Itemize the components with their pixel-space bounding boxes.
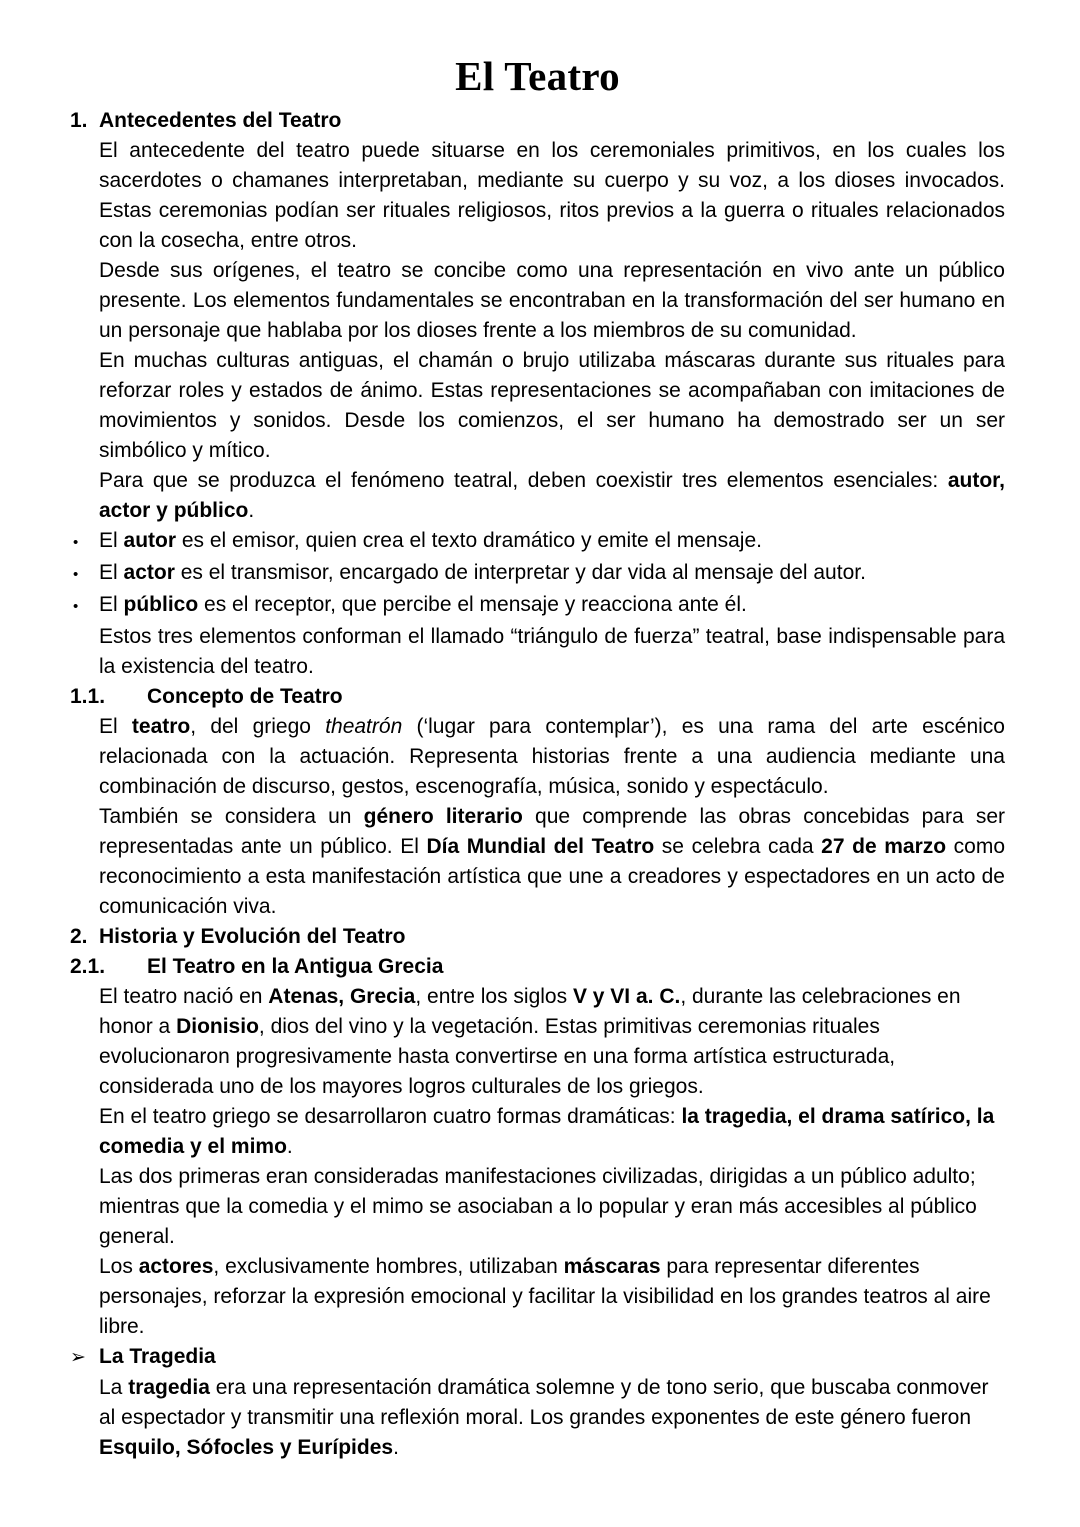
paragraph-antecedente: El antecedente del teatro puede situarse en los ceremoniales primitivos, en los cuales los sacerdotes o chamanes interpretaban, mediante su cuerpo y su voz, a los dioses invocados. Estas ceremonias podían ser rituales religiosos, ritos previos a la guerra o rituales relacionados con la cosecha, entre otros. <box>99 139 1005 252</box>
text-run: El <box>99 561 124 584</box>
text-run: era una representación dramática solemne y de tono serio, que buscaba conmover al espectador y transmitir una reflexión moral. Los grandes exponentes de este género fueron <box>99 1376 989 1429</box>
text-run-bold: máscaras <box>563 1255 661 1278</box>
text-run: , del griego <box>190 715 326 738</box>
list-item <box>70 558 1005 590</box>
paragraph-concepto-teatro <box>99 712 1005 802</box>
bullet-icon: • <box>73 566 79 583</box>
heading-text: El Teatro en la Antigua Grecia <box>147 955 444 978</box>
text-run: . <box>286 1135 293 1158</box>
text-run-bold: Dionisio <box>176 1015 259 1038</box>
text-run: Para que se produzca el fenómeno teatral, deben coexistir tres elementos esenciales: <box>99 469 948 492</box>
text-run: El <box>99 593 124 616</box>
text-run: . <box>393 1436 399 1459</box>
text-run: para representar diferentes personajes, reforzar la expresión emocional y facilitar la visibilidad en los grandes teatros al aire libre. <box>99 1255 991 1338</box>
text-run: es el transmisor, encargado de interpretar y dar vida al mensaje del autor. <box>174 561 866 584</box>
text-run-bold: Esquilo, Sófocles y Eurípides <box>99 1436 394 1459</box>
text-run: , exclusivamente hombres, utilizaban <box>213 1255 564 1278</box>
text-run: , durante las celebraciones en honor a <box>99 985 961 1038</box>
text-run-bold: teatro <box>131 715 191 738</box>
paragraph-tres-elementos <box>99 466 1005 526</box>
text-run: es el receptor, que percibe el mensaje y reacciona ante él. <box>198 593 747 616</box>
list-item <box>70 526 1005 558</box>
text-run: También se considera un <box>99 805 364 828</box>
paragraph-tragedia <box>99 1373 1005 1463</box>
bullet-icon: • <box>73 534 79 551</box>
heading-number: 2.1. <box>70 955 106 978</box>
text-run: es el emisor, quien crea el texto dramático y emite el mensaje. <box>176 529 762 552</box>
text-run: Los <box>99 1255 139 1278</box>
subsection-heading-text: La Tragedia <box>99 1345 216 1368</box>
paragraph-triangulo-fuerza: Estos tres elementos conforman el llamado “triángulo de fuerza” teatral, base indispensable para la existencia del teatro. <box>99 625 1005 678</box>
heading-number: 1.1. <box>70 685 106 708</box>
text-run-bold: la tragedia, el drama satírico, la comedia y el mimo <box>99 1105 995 1158</box>
paragraph-dos-primeras: Las dos primeras eran consideradas manifestaciones civilizadas, dirigidas a un público adulto; mientras que la comedia y el mimo se asociaban a lo popular y eran más accesibles al público general. <box>99 1165 977 1248</box>
text-run: . <box>248 499 255 522</box>
text-run: El <box>99 715 132 738</box>
text-run: (‘lugar para contemplar’), es una rama del arte escénico relacionada con la actuación. Representa historias frente a una audiencia mediante una combinación de discurso, gestos, escenografía, música, sonido y espectáculo. <box>99 715 1005 798</box>
paragraph-atenas-grecia <box>99 982 1005 1102</box>
text-run: que comprende las obras concebidas para ser representadas ante un público. El <box>99 805 1005 858</box>
heading-number: 2. <box>70 925 88 948</box>
text-run-italic: theatrón <box>325 715 403 738</box>
text-run: como reconocimiento a esta manifestación artística que une a creadores y espectadores en un acto de comunicación viva. <box>99 835 1006 918</box>
heading-text: Antecedentes del Teatro <box>99 109 342 132</box>
heading-text: Concepto de Teatro <box>147 685 343 708</box>
bullet-icon: • <box>73 598 79 615</box>
heading-section-1 <box>70 106 1005 136</box>
text-run-bold: actores <box>138 1255 214 1278</box>
text-run-bold: público <box>123 593 199 616</box>
list-item <box>70 590 1005 622</box>
paragraph-cuatro-formas <box>99 1102 1005 1162</box>
text-run: El <box>99 529 124 552</box>
list-item-text <box>99 590 1005 620</box>
text-run: La <box>99 1376 129 1399</box>
paragraph-genero-literario <box>99 802 1005 922</box>
text-run-bold: autor <box>123 529 177 552</box>
text-run: El teatro nació en <box>99 985 269 1008</box>
text-run-bold: tragedia <box>128 1376 210 1399</box>
text-run-bold: Día Mundial del Teatro <box>426 835 655 858</box>
text-run-bold: actor <box>123 561 175 584</box>
heading-text: Historia y Evolución del Teatro <box>99 925 406 948</box>
arrow-bullet-icon: ➢ <box>70 1347 86 1368</box>
heading-number: 1. <box>70 109 88 132</box>
heading-section-2-1 <box>70 952 1005 982</box>
paragraph-origenes: Desde sus orígenes, el teatro se concibe como una representación en vivo ante un público presente. Los elementos fundamentales se encontraban en la transformación del ser humano en un personaje que hablaba por los dioses frente a los miembros de su comunidad. <box>99 259 1005 342</box>
heading-section-1-1 <box>70 682 1005 712</box>
paragraph-actores-mascaras <box>99 1252 1005 1342</box>
text-run-bold: autor, actor y público <box>99 469 1005 522</box>
list-item-text <box>99 526 1005 556</box>
page-title: El Teatro <box>455 53 620 99</box>
heading-section-2 <box>70 922 1005 952</box>
paragraph-culturas-antiguas: En muchas culturas antiguas, el chamán o brujo utilizaba máscaras durante sus rituales para reforzar roles y estados de ánimo. Estas representaciones se acompañaban con imitaciones de movimientos y sonidos. Desde los comienzos, el ser humano ha demostrado ser un ser simbólico y mítico. <box>99 349 1005 462</box>
text-run-bold: Atenas, Grecia <box>268 985 416 1008</box>
text-run: , dios del vino y la vegetación. Estas primitivas ceremonias rituales evolucionaron progresivamente hasta convertirse en una forma artística estructurada, considerada uno de los mayores logros culturales de los griegos. <box>99 1015 896 1098</box>
text-run-bold: género literario <box>363 805 523 828</box>
text-run-bold: 27 de marzo <box>821 835 947 858</box>
text-run: En el teatro griego se desarrollaron cuatro formas dramáticas: <box>99 1105 682 1128</box>
text-run: se celebra cada <box>654 835 822 858</box>
heading-la-tragedia <box>70 1342 1005 1373</box>
text-run-bold: V y VI a. C. <box>572 985 681 1008</box>
list-item-text <box>99 558 1005 588</box>
text-run: , entre los siglos <box>415 985 573 1008</box>
